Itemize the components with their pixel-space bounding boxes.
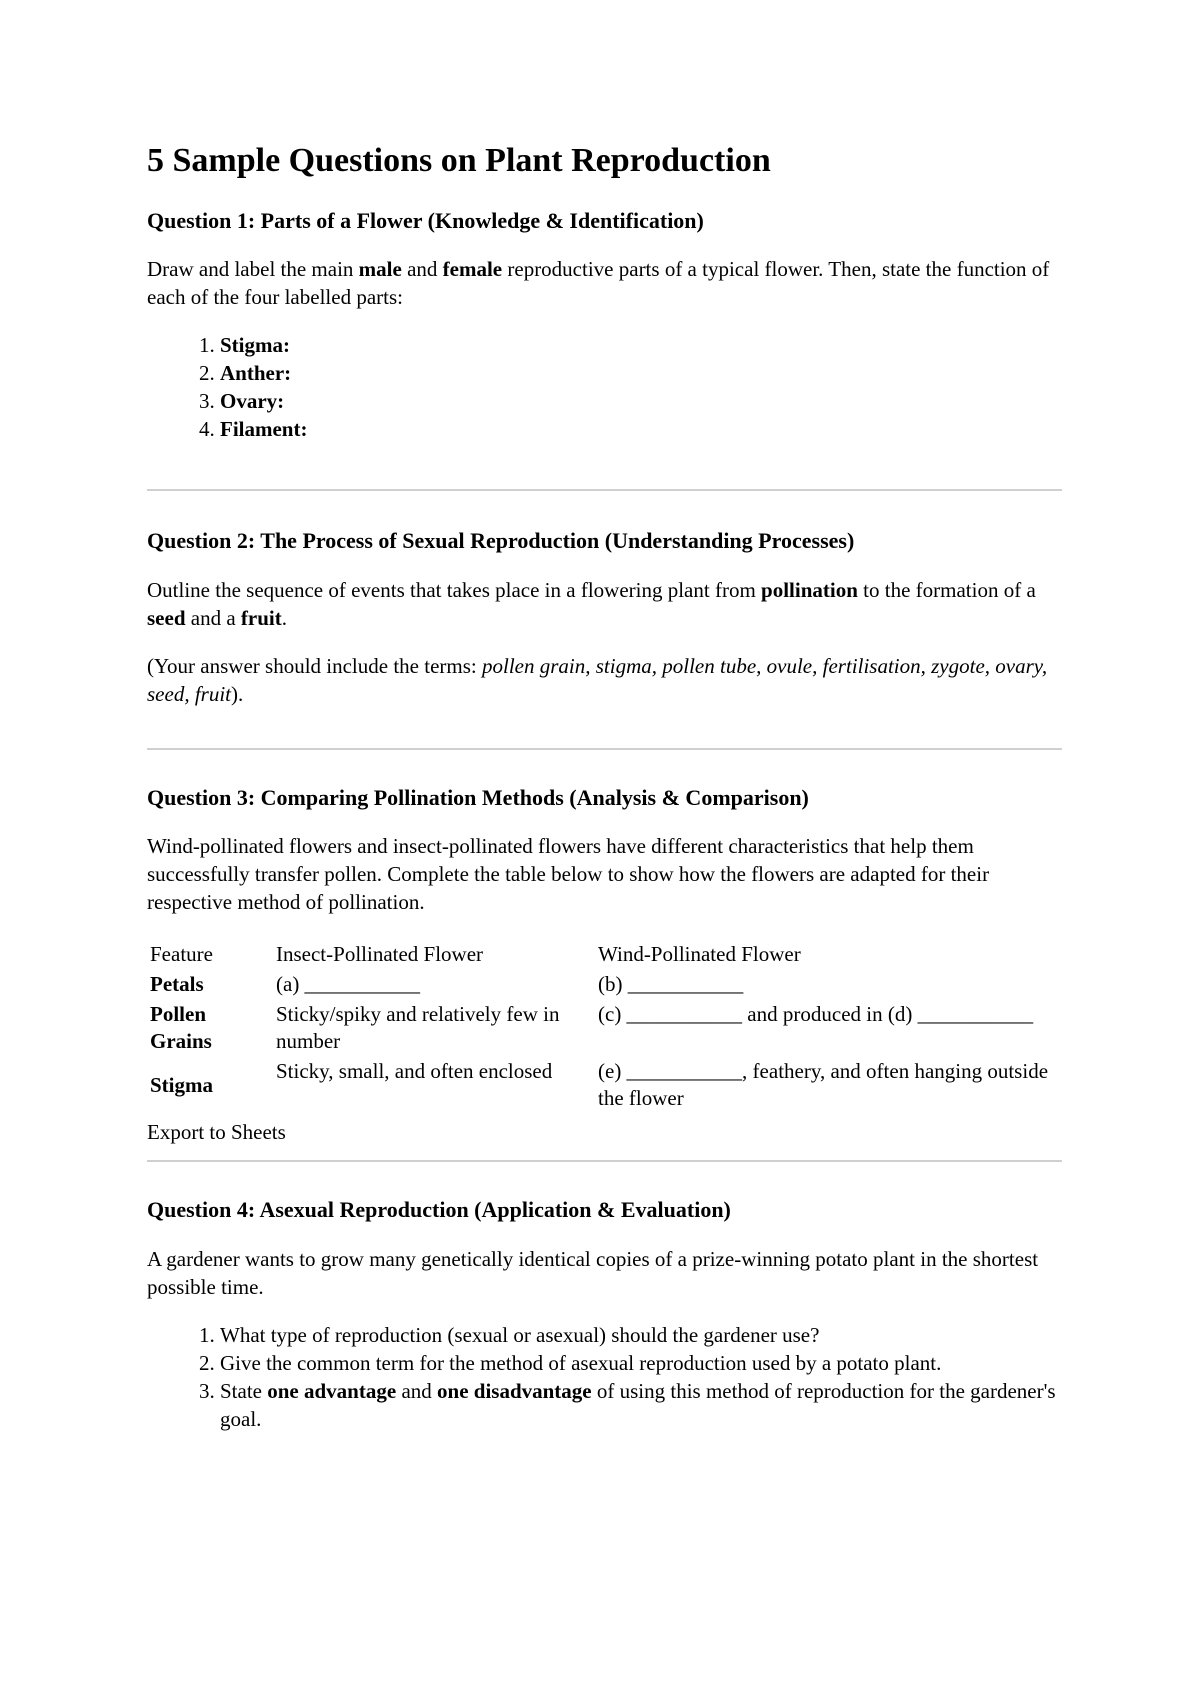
table-cell: (e) ___________, feathery, and often hanging outside the flower — [598, 1059, 1049, 1111]
question-2 — [147, 527, 1062, 708]
section-divider — [147, 1160, 1062, 1162]
bold-term-advantage: one advantage — [267, 1378, 397, 1403]
table-feature-cell: Petals — [150, 972, 204, 997]
question-4 — [147, 1196, 1062, 1433]
list-item — [220, 331, 1062, 359]
list-item — [220, 1377, 1062, 1433]
text-run: and — [401, 257, 443, 282]
bold-term-pollination: pollination — [761, 577, 858, 602]
italic-terms: pollen grain, stigma, pollen tube, ovule, fertilisation, zygote, ovary, seed, fruit — [147, 653, 1048, 706]
text-run: and — [396, 1378, 438, 1403]
table-header-row — [147, 940, 1061, 970]
text-run: of using this method of reproduction for the gardener's goal. — [220, 1378, 1056, 1431]
list-item — [220, 415, 1062, 443]
table-header-cell: Feature — [150, 942, 213, 967]
flower-parts-list — [147, 331, 1062, 443]
text-run: reproductive parts of a typical flower. Then, state the function of each of the four labelled parts: — [147, 257, 1050, 310]
page-title: 5 Sample Questions on Plant Reproduction — [147, 142, 771, 179]
list-item: 2. Give the common term for the method of asexual reproduction used by a potato plant. — [220, 1349, 1062, 1377]
table-cell: (c) ___________ and produced in (d) ___________ — [598, 1002, 1034, 1027]
table-feature-cell: Pollen Grains — [150, 1002, 212, 1054]
text-run: Outline the sequence of events that takes place in a flowering plant from — [147, 577, 762, 602]
list-item-label: Filament: — [220, 417, 308, 442]
question-4-list — [147, 1321, 1062, 1433]
table-row — [147, 1057, 1061, 1114]
export-to-sheets-link[interactable]: Export to Sheets — [147, 1120, 286, 1145]
text-run: State — [220, 1378, 268, 1403]
list-item-label: Anther: — [220, 361, 292, 386]
document-body — [147, 140, 1062, 1433]
list-item-label: Stigma: — [220, 333, 290, 358]
text-run: to the formation of a — [857, 577, 1036, 602]
bold-term-fruit: fruit — [240, 605, 282, 630]
list-item — [220, 359, 1062, 387]
question-2-text — [147, 576, 1062, 632]
question-2-heading: Question 2: The Process of Sexual Reproduction (Understanding Processes) — [147, 528, 855, 554]
bold-term-female: female — [442, 257, 503, 282]
text-run: ). — [231, 681, 244, 706]
question-4-text: A gardener wants to grow many genetically identical copies of a prize-winning potato plant in the shortest possible time. — [147, 1246, 1039, 1299]
table-row — [147, 1000, 1061, 1057]
table-cell: Sticky, small, and often enclosed — [276, 1059, 553, 1084]
question-2-note — [147, 652, 1062, 708]
pollination-comparison-table — [147, 940, 1061, 1114]
question-4-heading: Question 4: Asexual Reproduction (Application & Evaluation) — [147, 1197, 731, 1223]
section-divider — [147, 748, 1062, 750]
section-divider — [147, 489, 1062, 491]
table-header-cell: Wind-Pollinated Flower — [598, 942, 801, 967]
question-3-heading: Question 3: Comparing Pollination Methods (Analysis & Comparison) — [147, 784, 809, 810]
text-run: and a — [185, 605, 241, 630]
table-header-cell: Insect-Pollinated Flower — [276, 942, 484, 967]
question-3-text: Wind-pollinated flowers and insect-pollinated flowers have different characteristics that help them successfully transfer pollen. Complete the table below to show how the flowers are adapted for their respective method of pollination. — [147, 834, 990, 915]
list-item-label: Ovary: — [220, 389, 285, 414]
table-row — [147, 970, 1061, 1000]
bold-term-seed: seed — [147, 605, 186, 630]
question-1-text — [147, 255, 1062, 311]
text-run: Draw and label the main — [147, 257, 359, 282]
question-1-heading: Question 1: Parts of a Flower (Knowledge & Identification) — [147, 207, 704, 233]
list-item: 1. What type of reproduction (sexual or asexual) should the gardener use? — [220, 1321, 1062, 1349]
table-cell: (a) ___________ — [276, 972, 421, 997]
text-run: (Your answer should include the terms: — [147, 653, 482, 678]
text-run: . — [281, 605, 287, 630]
table-feature-cell: Stigma — [150, 1072, 213, 1097]
bold-term-disadvantage: one disadvantage — [437, 1378, 592, 1403]
question-1 — [147, 207, 1062, 444]
table-cell: Sticky/spiky and relatively few in number — [276, 1002, 560, 1054]
bold-term-male: male — [358, 257, 402, 282]
question-3 — [147, 784, 1062, 1147]
table-cell: (b) ___________ — [598, 972, 744, 997]
list-item — [220, 387, 1062, 415]
